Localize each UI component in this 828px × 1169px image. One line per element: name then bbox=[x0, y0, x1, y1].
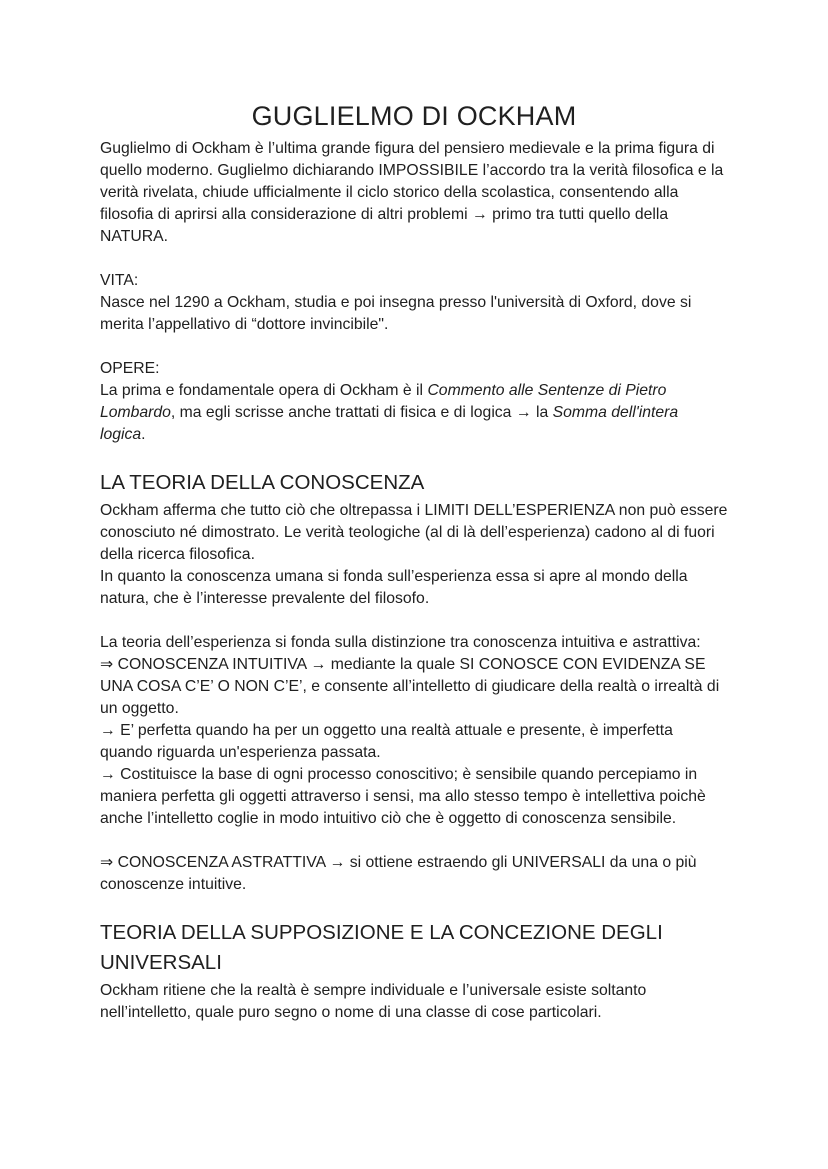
heading-teoria-conoscenza: LA TEORIA DELLA CONOSCENZA bbox=[100, 471, 425, 494]
opere-paragraph bbox=[100, 380, 728, 446]
vita-label: VITA: bbox=[100, 272, 139, 289]
opere-text-run: La prima e fondamentale opera di Ockham è il bbox=[100, 382, 428, 399]
opere-book-title-somma: Somma dell'intera logica bbox=[100, 404, 679, 443]
conoscenza-paragraph-2: In quanto la conoscenza umana si fonda sull’esperienza essa si apre al mondo della natura, che è l’interesse prevalente del filosofo. bbox=[100, 568, 688, 607]
vita-paragraph: Nasce nel 1290 a Ockham, studia e poi insegna presso l'università di Oxford, dove si merita l’appellativo di “dottore invincibile". bbox=[100, 294, 692, 333]
conoscenza-perfetta-paragraph: → E’ perfetta quando ha per un oggetto una realtà attuale e presente, è imperfetta quando riguarda un'esperienza passata. bbox=[100, 722, 673, 761]
opere-label: OPERE: bbox=[100, 360, 160, 377]
intro-paragraph: Guglielmo di Ockham è l’ultima grande figura del pensiero medievale e la prima figura di quello moderno. Guglielmo dichiarando IMPOSSIBILE l’accordo tra la verità filosofica e la verità rivelata, chiude ufficialmente il ciclo storico della scolastica, consentendo alla filosofia di aprirsi alla considerazione di altri problemi → primo tra tutti quello della NATURA. bbox=[100, 140, 724, 245]
blank-line bbox=[100, 830, 728, 852]
opere-text-run: . bbox=[141, 426, 146, 443]
conoscenza-astrattiva-paragraph: ⇒ CONOSCENZA ASTRATTIVA → si ottiene estraendo gli UNIVERSALI da una o più conoscenze intuitive. bbox=[100, 854, 697, 893]
opere-text-run: , ma egli scrisse anche trattati di fisica e di logica → la bbox=[170, 404, 553, 421]
conoscenza-paragraph-3: La teoria dell’esperienza si fonda sulla distinzione tra conoscenza intuitiva e astrattiva: bbox=[100, 634, 701, 651]
conoscenza-paragraph-1: Ockham afferma che tutto ciò che oltrepassa i LIMITI DELL’ESPERIENZA non può essere conosciuto né dimostrato. Le verità teologiche (al di là dell’esperienza) cadono al di fuori della ricerca filosofica. bbox=[100, 502, 728, 563]
blank-line bbox=[100, 336, 728, 358]
conoscenza-costituisce-paragraph: → Costituisce la base di ogni processo conoscitivo; è sensibile quando percepiamo in maniera perfetta gli oggetti attraverso i sensi, ma allo stesso tempo è intellettiva poichè anche l’intelletto coglie in modo intuitivo ciò che è oggetto di conoscenza sensibile. bbox=[100, 766, 706, 827]
blank-line bbox=[100, 248, 728, 270]
heading-teoria-supposizione: TEORIA DELLA SUPPOSIZIONE E LA CONCEZIONE DEGLI UNIVERSALI bbox=[100, 921, 663, 974]
document-title: GUGLIELMO DI OCKHAM bbox=[251, 101, 577, 131]
conoscenza-intuitiva-paragraph: ⇒ CONOSCENZA INTUITIVA → mediante la quale SI CONOSCE CON EVIDENZA SE UNA COSA C’E’ O NON C’E’, e consente all’intelletto di giudicare della realtà o irrealtà di un oggetto. bbox=[100, 656, 720, 717]
supposizione-paragraph-1: Ockham ritiene che la realtà è sempre individuale e l’universale esiste soltanto nell’intelletto, quale puro segno o nome di una classe di cose particolari. bbox=[100, 982, 647, 1021]
opere-book-title-commento: Commento alle Sentenze di Pietro Lombardo bbox=[100, 382, 667, 421]
blank-line bbox=[100, 610, 728, 632]
